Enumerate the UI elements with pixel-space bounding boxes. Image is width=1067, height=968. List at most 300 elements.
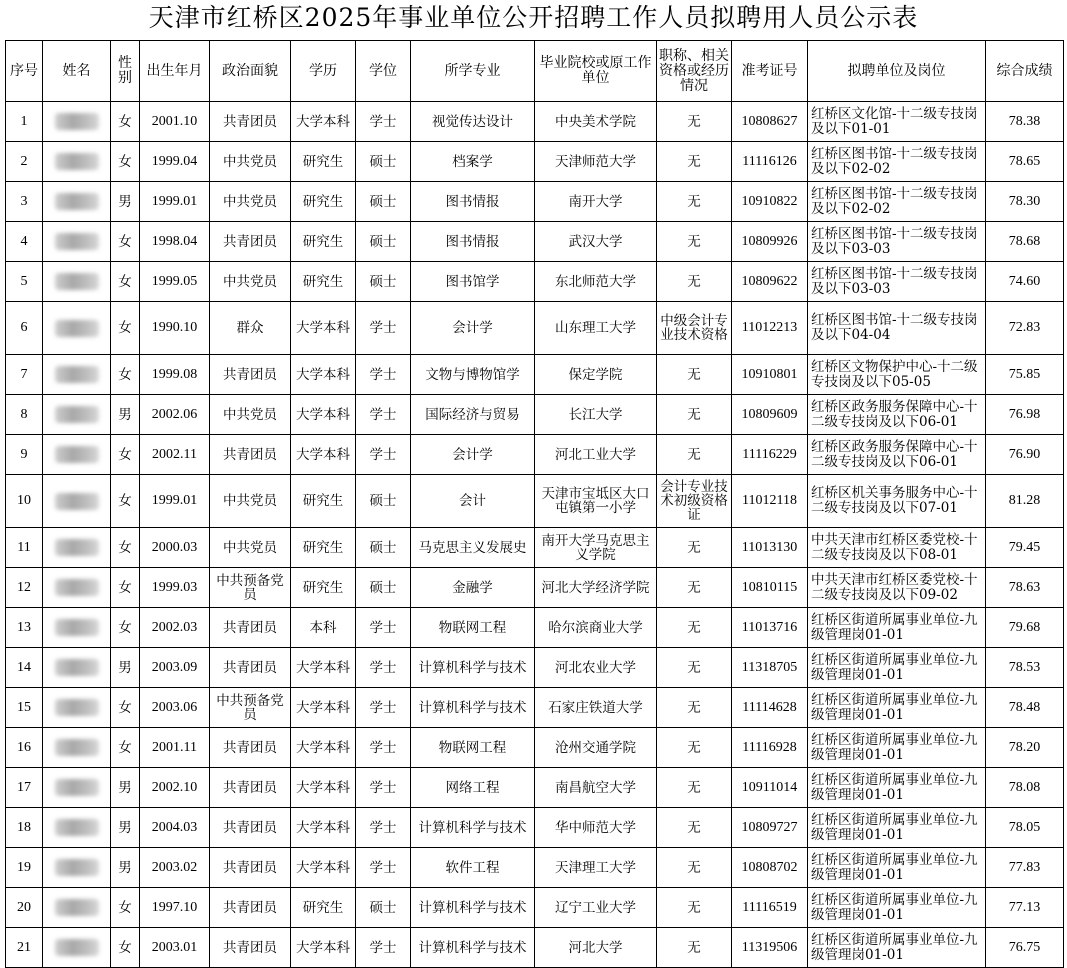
cell-school: 辽宁工业大学: [535, 888, 657, 928]
cell-education: 研究生: [291, 568, 356, 608]
cell-unit: 红桥区图书馆-十二级专技岗及以下02-02: [808, 142, 986, 182]
cell-education: 大学本科: [291, 302, 356, 355]
redacted-name: [55, 819, 99, 836]
cell-school: 保定学院: [535, 355, 657, 395]
table-row: [6, 728, 1064, 768]
cell-political: 共青团员: [210, 222, 291, 262]
cell-education: 研究生: [291, 142, 356, 182]
cell-exam-id: 10810115: [732, 568, 808, 608]
cell-gender: 女: [111, 302, 140, 355]
cell-political: 共青团员: [210, 608, 291, 648]
cell-exam-id: 11116928: [732, 728, 808, 768]
cell-political: 中共党员: [210, 182, 291, 222]
cell-qualification: 无: [657, 768, 732, 808]
cell-degree: 硕士: [356, 888, 411, 928]
cell-name: [43, 142, 111, 182]
cell-name: [43, 728, 111, 768]
cell-exam-id: 11012118: [732, 475, 808, 528]
cell-unit: 中共天津市红桥区委党校-十二级专技岗及以下08-01: [808, 528, 986, 568]
cell-major: 国际经济与贸易: [411, 395, 535, 435]
cell-degree: 硕士: [356, 568, 411, 608]
cell-score: 78.20: [986, 728, 1064, 768]
cell-education: 大学本科: [291, 928, 356, 968]
cell-school: 天津市宝坻区大口屯镇第一小学: [535, 475, 657, 528]
table-row: [6, 648, 1064, 688]
cell-education: 大学本科: [291, 688, 356, 728]
cell-school: 中央美术学院: [535, 102, 657, 142]
cell-birth: 2002.10: [140, 768, 210, 808]
cell-education: 研究生: [291, 528, 356, 568]
col-header-major: 所学专业: [411, 41, 535, 102]
cell-political: 共青团员: [210, 768, 291, 808]
cell-qualification: 无: [657, 355, 732, 395]
cell-political: 中共党员: [210, 475, 291, 528]
cell-exam-id: 11116229: [732, 435, 808, 475]
cell-major: 软件工程: [411, 848, 535, 888]
cell-political: 中共党员: [210, 142, 291, 182]
cell-school: 南昌航空大学: [535, 768, 657, 808]
redacted-name: [55, 939, 99, 956]
cell-education: 研究生: [291, 262, 356, 302]
cell-qualification: 无: [657, 222, 732, 262]
cell-score: 76.90: [986, 435, 1064, 475]
cell-score: 78.05: [986, 808, 1064, 848]
cell-major: 网络工程: [411, 768, 535, 808]
cell-score: 77.13: [986, 888, 1064, 928]
cell-exam-id: 10809622: [732, 262, 808, 302]
cell-qualification: 无: [657, 435, 732, 475]
table-row: [6, 475, 1064, 528]
cell-exam-id: 10910822: [732, 182, 808, 222]
cell-unit: 红桥区街道所属事业单位-九级管理岗01-01: [808, 648, 986, 688]
cell-qualification: 无: [657, 648, 732, 688]
table-row: [6, 928, 1064, 968]
cell-name: [43, 888, 111, 928]
cell-no: 13: [6, 608, 43, 648]
cell-exam-id: 11116126: [732, 142, 808, 182]
cell-name: [43, 768, 111, 808]
cell-education: 大学本科: [291, 648, 356, 688]
table-row: [6, 768, 1064, 808]
redacted-name: [55, 739, 99, 756]
cell-unit: 红桥区图书馆-十二级专技岗及以下03-03: [808, 262, 986, 302]
cell-school: 天津师范大学: [535, 142, 657, 182]
cell-birth: 2003.02: [140, 848, 210, 888]
redacted-name: [55, 406, 99, 423]
cell-qualification: 无: [657, 395, 732, 435]
cell-education: 研究生: [291, 475, 356, 528]
cell-name: [43, 475, 111, 528]
cell-exam-id: 11013716: [732, 608, 808, 648]
redacted-name: [55, 193, 99, 210]
cell-score: 78.65: [986, 142, 1064, 182]
cell-political: 共青团员: [210, 648, 291, 688]
cell-birth: 1999.08: [140, 355, 210, 395]
cell-unit: 红桥区街道所属事业单位-九级管理岗01-01: [808, 928, 986, 968]
cell-exam-id: 10808627: [732, 102, 808, 142]
cell-education: 大学本科: [291, 435, 356, 475]
cell-school: 华中师范大学: [535, 808, 657, 848]
cell-major: 计算机科学与技术: [411, 688, 535, 728]
cell-unit: 红桥区街道所属事业单位-九级管理岗01-01: [808, 888, 986, 928]
cell-unit: 中共天津市红桥区委党校-十二级专技岗及以下09-02: [808, 568, 986, 608]
cell-degree: 学士: [356, 768, 411, 808]
cell-no: 18: [6, 808, 43, 848]
redacted-name: [55, 113, 99, 130]
col-header-education: 学历: [291, 41, 356, 102]
cell-major: 计算机科学与技术: [411, 648, 535, 688]
cell-major: 视觉传达设计: [411, 102, 535, 142]
redacted-name: [55, 619, 99, 636]
cell-political: 共青团员: [210, 355, 291, 395]
cell-score: 75.85: [986, 355, 1064, 395]
cell-no: 8: [6, 395, 43, 435]
cell-qualification: 无: [657, 568, 732, 608]
cell-education: 大学本科: [291, 395, 356, 435]
cell-birth: 2003.09: [140, 648, 210, 688]
cell-no: 6: [6, 302, 43, 355]
cell-major: 文物与博物馆学: [411, 355, 535, 395]
cell-exam-id: 10808702: [732, 848, 808, 888]
cell-qualification: 无: [657, 928, 732, 968]
cell-education: 研究生: [291, 222, 356, 262]
cell-school: 南开大学: [535, 182, 657, 222]
cell-score: 76.98: [986, 395, 1064, 435]
cell-unit: 红桥区街道所属事业单位-九级管理岗01-01: [808, 848, 986, 888]
cell-gender: 女: [111, 888, 140, 928]
cell-score: 76.75: [986, 928, 1064, 968]
col-header-unit: 拟聘单位及岗位: [808, 41, 986, 102]
cell-gender: 女: [111, 928, 140, 968]
cell-name: [43, 568, 111, 608]
cell-gender: 女: [111, 475, 140, 528]
cell-gender: 女: [111, 142, 140, 182]
cell-education: 本科: [291, 608, 356, 648]
table-row: [6, 355, 1064, 395]
redacted-name: [55, 153, 99, 170]
table-row: [6, 608, 1064, 648]
cell-no: 21: [6, 928, 43, 968]
cell-name: [43, 395, 111, 435]
cell-gender: 女: [111, 222, 140, 262]
cell-unit: 红桥区机关事务服务中心-十二级专技岗及以下07-01: [808, 475, 986, 528]
cell-school: 河北工业大学: [535, 435, 657, 475]
cell-major: 金融学: [411, 568, 535, 608]
col-header-birth: 出生年月: [140, 41, 210, 102]
cell-exam-id: 11013130: [732, 528, 808, 568]
cell-unit: 红桥区街道所属事业单位-九级管理岗01-01: [808, 608, 986, 648]
cell-degree: 硕士: [356, 475, 411, 528]
cell-political: 中共党员: [210, 395, 291, 435]
cell-gender: 女: [111, 688, 140, 728]
cell-no: 9: [6, 435, 43, 475]
cell-education: 大学本科: [291, 768, 356, 808]
cell-degree: 学士: [356, 728, 411, 768]
cell-name: [43, 608, 111, 648]
redacted-name: [55, 273, 99, 290]
cell-exam-id: 10809926: [732, 222, 808, 262]
cell-education: 大学本科: [291, 728, 356, 768]
cell-no: 19: [6, 848, 43, 888]
redacted-name: [55, 493, 99, 510]
cell-political: 群众: [210, 302, 291, 355]
cell-birth: 2004.03: [140, 808, 210, 848]
cell-major: 计算机科学与技术: [411, 888, 535, 928]
cell-political: 共青团员: [210, 928, 291, 968]
cell-school: 河北大学: [535, 928, 657, 968]
col-header-exam-id: 准考证号: [732, 41, 808, 102]
cell-qualification: 无: [657, 262, 732, 302]
cell-name: [43, 355, 111, 395]
cell-exam-id: 10809609: [732, 395, 808, 435]
cell-qualification: 无: [657, 142, 732, 182]
page-title: 天津市红桥区2025年事业单位公开招聘工作人员拟聘用人员公示表: [148, 3, 919, 32]
cell-birth: 1999.01: [140, 475, 210, 528]
redacted-name: [55, 699, 99, 716]
cell-name: [43, 808, 111, 848]
cell-qualification: 无: [657, 808, 732, 848]
cell-gender: 女: [111, 435, 140, 475]
cell-education: 大学本科: [291, 848, 356, 888]
cell-no: 17: [6, 768, 43, 808]
table-row: [6, 222, 1064, 262]
cell-qualification: 无: [657, 888, 732, 928]
cell-exam-id: 10911014: [732, 768, 808, 808]
col-header-score: 综合成绩: [986, 41, 1064, 102]
cell-no: 14: [6, 648, 43, 688]
col-header-name: 姓名: [43, 41, 111, 102]
cell-education: 大学本科: [291, 808, 356, 848]
cell-birth: 2002.03: [140, 608, 210, 648]
redacted-name: [55, 539, 99, 556]
cell-unit: 红桥区图书馆-十二级专技岗及以下04-04: [808, 302, 986, 355]
cell-political: 共青团员: [210, 888, 291, 928]
cell-degree: 硕士: [356, 262, 411, 302]
cell-name: [43, 102, 111, 142]
cell-gender: 女: [111, 608, 140, 648]
cell-school: 河北大学经济学院: [535, 568, 657, 608]
redacted-name: [55, 659, 99, 676]
candidate-table: [5, 40, 1064, 968]
col-header-qualification: 职称、相关资格或经历情况: [657, 41, 732, 102]
cell-school: 东北师范大学: [535, 262, 657, 302]
cell-name: [43, 182, 111, 222]
cell-score: 77.83: [986, 848, 1064, 888]
col-header-political: 政治面貌: [210, 41, 291, 102]
cell-school: 武汉大学: [535, 222, 657, 262]
cell-no: 16: [6, 728, 43, 768]
cell-school: 河北农业大学: [535, 648, 657, 688]
col-header-no: 序号: [6, 41, 43, 102]
table-row: [6, 568, 1064, 608]
table-row: [6, 848, 1064, 888]
table-row: [6, 888, 1064, 928]
cell-major: 图书情报: [411, 182, 535, 222]
cell-exam-id: 11012213: [732, 302, 808, 355]
cell-qualification: 无: [657, 688, 732, 728]
cell-unit: 红桥区街道所属事业单位-九级管理岗01-01: [808, 688, 986, 728]
cell-unit: 红桥区政务服务保障中心-十二级专技岗及以下06-01: [808, 435, 986, 475]
cell-school: 山东理工大学: [535, 302, 657, 355]
cell-political: 共青团员: [210, 728, 291, 768]
redacted-name: [55, 320, 99, 337]
cell-qualification: 无: [657, 848, 732, 888]
cell-score: 78.68: [986, 222, 1064, 262]
cell-major: 档案学: [411, 142, 535, 182]
cell-degree: 学士: [356, 435, 411, 475]
cell-school: 天津理工大学: [535, 848, 657, 888]
col-header-gender: 性别: [111, 41, 140, 102]
cell-score: 78.08: [986, 768, 1064, 808]
cell-gender: 女: [111, 568, 140, 608]
cell-gender: 男: [111, 768, 140, 808]
cell-gender: 女: [111, 102, 140, 142]
cell-qualification: 会计专业技术初级资格证: [657, 475, 732, 528]
cell-unit: 红桥区图书馆-十二级专技岗及以下03-03: [808, 222, 986, 262]
cell-name: [43, 302, 111, 355]
redacted-name: [55, 233, 99, 250]
cell-name: [43, 262, 111, 302]
cell-education: 大学本科: [291, 355, 356, 395]
cell-degree: 学士: [356, 608, 411, 648]
cell-degree: 学士: [356, 102, 411, 142]
cell-unit: 红桥区图书馆-十二级专技岗及以下02-02: [808, 182, 986, 222]
cell-score: 79.45: [986, 528, 1064, 568]
redacted-name: [55, 366, 99, 383]
table-row: [6, 808, 1064, 848]
cell-political: 中共党员: [210, 262, 291, 302]
cell-exam-id: 11114628: [732, 688, 808, 728]
cell-school: 哈尔滨商业大学: [535, 608, 657, 648]
cell-education: 研究生: [291, 888, 356, 928]
cell-birth: 1999.04: [140, 142, 210, 182]
cell-name: [43, 688, 111, 728]
cell-birth: 2002.11: [140, 435, 210, 475]
cell-major: 图书情报: [411, 222, 535, 262]
cell-score: 78.48: [986, 688, 1064, 728]
redacted-name: [55, 779, 99, 796]
cell-birth: 2001.11: [140, 728, 210, 768]
cell-birth: 2001.10: [140, 102, 210, 142]
table-row: [6, 688, 1064, 728]
cell-school: 长江大学: [535, 395, 657, 435]
cell-major: 图书馆学: [411, 262, 535, 302]
table-row: [6, 262, 1064, 302]
table-row: [6, 182, 1064, 222]
cell-degree: 硕士: [356, 222, 411, 262]
cell-degree: 学士: [356, 302, 411, 355]
redacted-name: [55, 579, 99, 596]
cell-birth: 2002.06: [140, 395, 210, 435]
cell-no: 3: [6, 182, 43, 222]
cell-exam-id: 10910801: [732, 355, 808, 395]
cell-degree: 学士: [356, 808, 411, 848]
cell-birth: 1997.10: [140, 888, 210, 928]
cell-exam-id: 11116519: [732, 888, 808, 928]
cell-political: 中共党员: [210, 528, 291, 568]
cell-no: 10: [6, 475, 43, 528]
cell-school: 沧州交通学院: [535, 728, 657, 768]
cell-qualification: 无: [657, 102, 732, 142]
table-row: [6, 395, 1064, 435]
cell-birth: 1990.10: [140, 302, 210, 355]
cell-gender: 男: [111, 182, 140, 222]
cell-no: 1: [6, 102, 43, 142]
cell-unit: 红桥区文化馆-十二级专技岗及以下01-01: [808, 102, 986, 142]
header-row: [6, 41, 1064, 102]
cell-political: 中共预备党员: [210, 568, 291, 608]
table-row: [6, 102, 1064, 142]
redacted-name: [55, 446, 99, 463]
cell-degree: 学士: [356, 848, 411, 888]
cell-score: 79.68: [986, 608, 1064, 648]
cell-major: 物联网工程: [411, 608, 535, 648]
cell-no: 12: [6, 568, 43, 608]
cell-gender: 女: [111, 728, 140, 768]
cell-gender: 女: [111, 262, 140, 302]
cell-major: 马克思主义发展史: [411, 528, 535, 568]
cell-qualification: 无: [657, 528, 732, 568]
cell-score: 78.53: [986, 648, 1064, 688]
table-row: [6, 142, 1064, 182]
cell-gender: 男: [111, 808, 140, 848]
cell-degree: 硕士: [356, 142, 411, 182]
cell-score: 78.38: [986, 102, 1064, 142]
cell-political: 共青团员: [210, 102, 291, 142]
table-row: [6, 528, 1064, 568]
cell-degree: 学士: [356, 928, 411, 968]
cell-major: 计算机科学与技术: [411, 808, 535, 848]
cell-score: 74.60: [986, 262, 1064, 302]
cell-gender: 男: [111, 848, 140, 888]
cell-exam-id: 10809727: [732, 808, 808, 848]
cell-major: 物联网工程: [411, 728, 535, 768]
cell-qualification: 中级会计专业技术资格: [657, 302, 732, 355]
cell-score: 72.83: [986, 302, 1064, 355]
cell-no: 15: [6, 688, 43, 728]
cell-name: [43, 528, 111, 568]
cell-no: 5: [6, 262, 43, 302]
cell-birth: 1999.05: [140, 262, 210, 302]
cell-birth: 1999.03: [140, 568, 210, 608]
cell-major: 计算机科学与技术: [411, 928, 535, 968]
cell-gender: 女: [111, 528, 140, 568]
cell-degree: 硕士: [356, 182, 411, 222]
cell-birth: 1999.01: [140, 182, 210, 222]
cell-birth: 2003.01: [140, 928, 210, 968]
cell-name: [43, 648, 111, 688]
cell-political: 共青团员: [210, 848, 291, 888]
cell-name: [43, 435, 111, 475]
cell-score: 78.30: [986, 182, 1064, 222]
redacted-name: [55, 899, 99, 916]
cell-birth: 2003.06: [140, 688, 210, 728]
cell-political: 中共预备党员: [210, 688, 291, 728]
cell-score: 81.28: [986, 475, 1064, 528]
cell-school: 南开大学马克思主义学院: [535, 528, 657, 568]
cell-education: 研究生: [291, 182, 356, 222]
cell-no: 11: [6, 528, 43, 568]
cell-exam-id: 11318705: [732, 648, 808, 688]
cell-degree: 学士: [356, 395, 411, 435]
col-header-school: 毕业院校或原工作单位: [535, 41, 657, 102]
cell-gender: 女: [111, 355, 140, 395]
cell-gender: 男: [111, 648, 140, 688]
cell-major: 会计学: [411, 435, 535, 475]
cell-exam-id: 11319506: [732, 928, 808, 968]
cell-unit: 红桥区文物保护中心-十二级专技岗及以下05-05: [808, 355, 986, 395]
cell-degree: 硕士: [356, 528, 411, 568]
